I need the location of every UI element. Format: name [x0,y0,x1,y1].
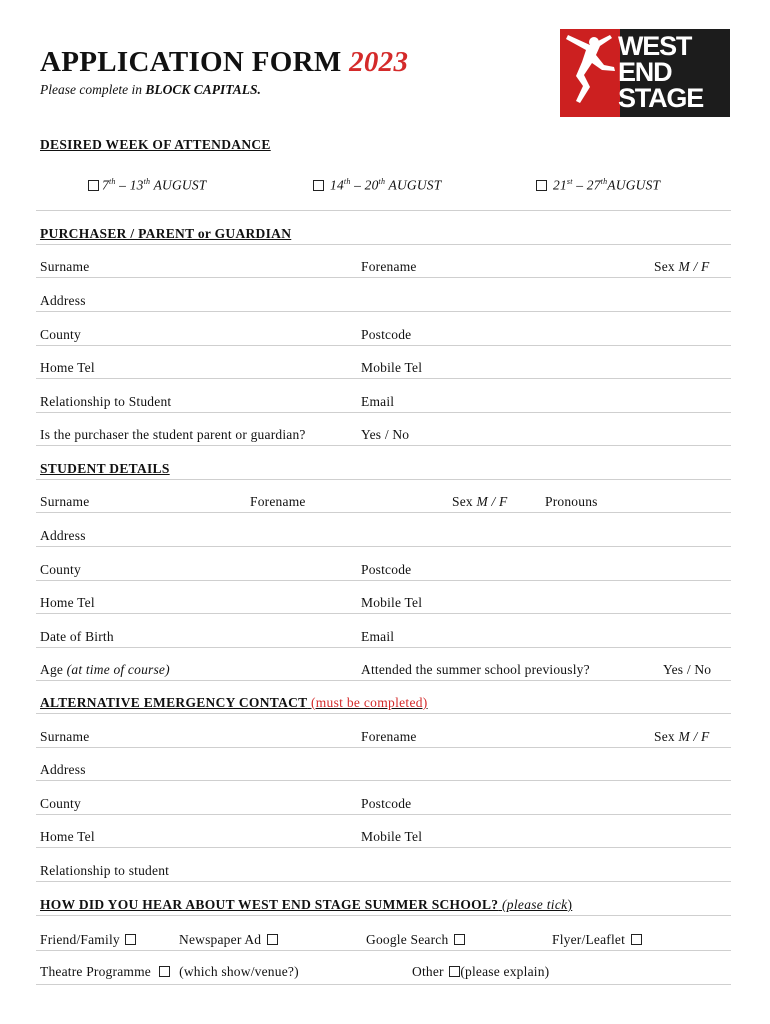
divider [36,512,731,513]
form-title [40,46,408,79]
hear-option-theatre[interactable]: Theatre Programme (which show/venue?) [40,964,299,979]
newspaper-checkbox[interactable] [267,934,278,945]
week-1-checkbox[interactable] [88,180,99,191]
purchaser-mobile-tel-field[interactable]: Mobile Tel [361,360,423,375]
divider [36,378,731,379]
student-forename-field[interactable]: Forename [250,494,306,509]
student-county-field[interactable]: County [40,562,81,577]
subtitle-text: Please complete in [40,82,146,97]
divider [36,244,731,245]
hear-option-other[interactable]: Other (please explain) [412,964,550,979]
hear-option-flyer[interactable]: Flyer/Leaflet [552,932,645,948]
week-option-3[interactable]: 21st – 27thAUGUST [536,177,660,194]
divider [36,881,731,882]
student-pronouns-field[interactable]: Pronouns [545,494,598,509]
emergency-address-field[interactable]: Address [40,762,86,777]
emergency-required-note: (must be completed) [310,695,428,710]
divider [36,613,731,614]
purchaser-relationship-field[interactable]: Relationship to Student [40,394,172,409]
dancer-icon [560,29,620,117]
hear-option-newspaper[interactable]: Newspaper Ad [179,932,281,948]
student-attended-question: Attended the summer school previously? [361,662,590,677]
week-2-checkbox[interactable] [313,180,324,191]
divider [36,445,731,446]
purchaser-address-field[interactable]: Address [40,293,86,308]
emergency-home-tel-field[interactable]: Home Tel [40,829,95,844]
student-dob-field[interactable]: Date of Birth [40,629,114,644]
divider [36,713,731,714]
divider [36,210,731,211]
emergency-forename-field[interactable]: Forename [361,729,417,744]
divider [36,311,731,312]
week-option-2[interactable]: 14th – 20th AUGUST [313,177,441,194]
week-3-checkbox[interactable] [536,180,547,191]
divider [36,814,731,815]
purchaser-sex-field[interactable]: Sex M / F [654,259,710,274]
student-sex-field[interactable]: Sex M / F [452,494,508,509]
divider [36,747,731,748]
title-year: 2023 [349,46,409,78]
google-checkbox[interactable] [454,934,465,945]
student-home-tel-field[interactable]: Home Tel [40,595,95,610]
form-subtitle [40,82,261,98]
purchaser-heading: PURCHASER / PARENT or GUARDIAN [40,226,292,241]
emergency-relationship-field[interactable]: Relationship to student [40,863,170,878]
attendance-heading: DESIRED WEEK OF ATTENDANCE [40,137,271,152]
purchaser-county-field[interactable]: County [40,327,81,342]
flyer-checkbox[interactable] [631,934,642,945]
subtitle-emphasis: BLOCK CAPITALS. [145,82,261,97]
student-heading: STUDENT DETAILS [40,461,170,476]
divider [36,950,731,951]
week-option-1[interactable]: 7th – 13th AUGUST [88,177,207,194]
student-address-field[interactable]: Address [40,528,86,543]
emergency-sex-field[interactable]: Sex M / F [654,729,710,744]
other-checkbox[interactable] [449,966,460,977]
logo-text-west: WEST [618,31,692,61]
hear-option-google[interactable]: Google Search [366,932,468,948]
divider [36,915,731,916]
theatre-checkbox[interactable] [159,966,170,977]
purchaser-forename-field[interactable]: Forename [361,259,417,274]
divider [36,412,731,413]
emergency-county-field[interactable]: County [40,796,81,811]
hear-option-friend-family[interactable]: Friend/Family [40,932,139,948]
divider [36,546,731,547]
emergency-surname-field[interactable]: Surname [40,729,90,744]
divider [36,345,731,346]
hear-heading: HOW DID YOU HEAR ABOUT WEST END STAGE SUMMER SCHOOL? (please tick) [40,897,573,912]
divider [36,479,731,480]
emergency-postcode-field[interactable]: Postcode [361,796,412,811]
purchaser-guardian-question: Is the purchaser the student parent or guardian? [40,427,306,442]
divider [36,277,731,278]
purchaser-postcode-field[interactable]: Postcode [361,327,412,342]
purchaser-home-tel-field[interactable]: Home Tel [40,360,95,375]
purchaser-surname-field[interactable]: Surname [40,259,90,274]
student-age-field[interactable]: Age (at time of course) [40,662,170,677]
friend-family-checkbox[interactable] [125,934,136,945]
purchaser-guardian-yes-no[interactable]: Yes / No [361,427,410,442]
student-surname-field[interactable]: Surname [40,494,90,509]
student-email-field[interactable]: Email [361,629,395,644]
student-attended-yes-no[interactable]: Yes / No [663,662,712,677]
student-postcode-field[interactable]: Postcode [361,562,412,577]
student-mobile-tel-field[interactable]: Mobile Tel [361,595,423,610]
divider [36,647,731,648]
divider [36,847,731,848]
title-text: APPLICATION FORM [40,46,342,78]
emergency-mobile-tel-field[interactable]: Mobile Tel [361,829,423,844]
divider [36,680,731,681]
logo-text-stage: STAGE [618,83,704,113]
divider [36,984,731,985]
emergency-heading: ALTERNATIVE EMERGENCY CONTACT (must be completed) [40,695,428,710]
west-end-stage-logo [560,29,730,117]
divider [36,580,731,581]
logo-text-end: END [618,57,672,87]
purchaser-email-field[interactable]: Email [361,394,395,409]
divider [36,780,731,781]
